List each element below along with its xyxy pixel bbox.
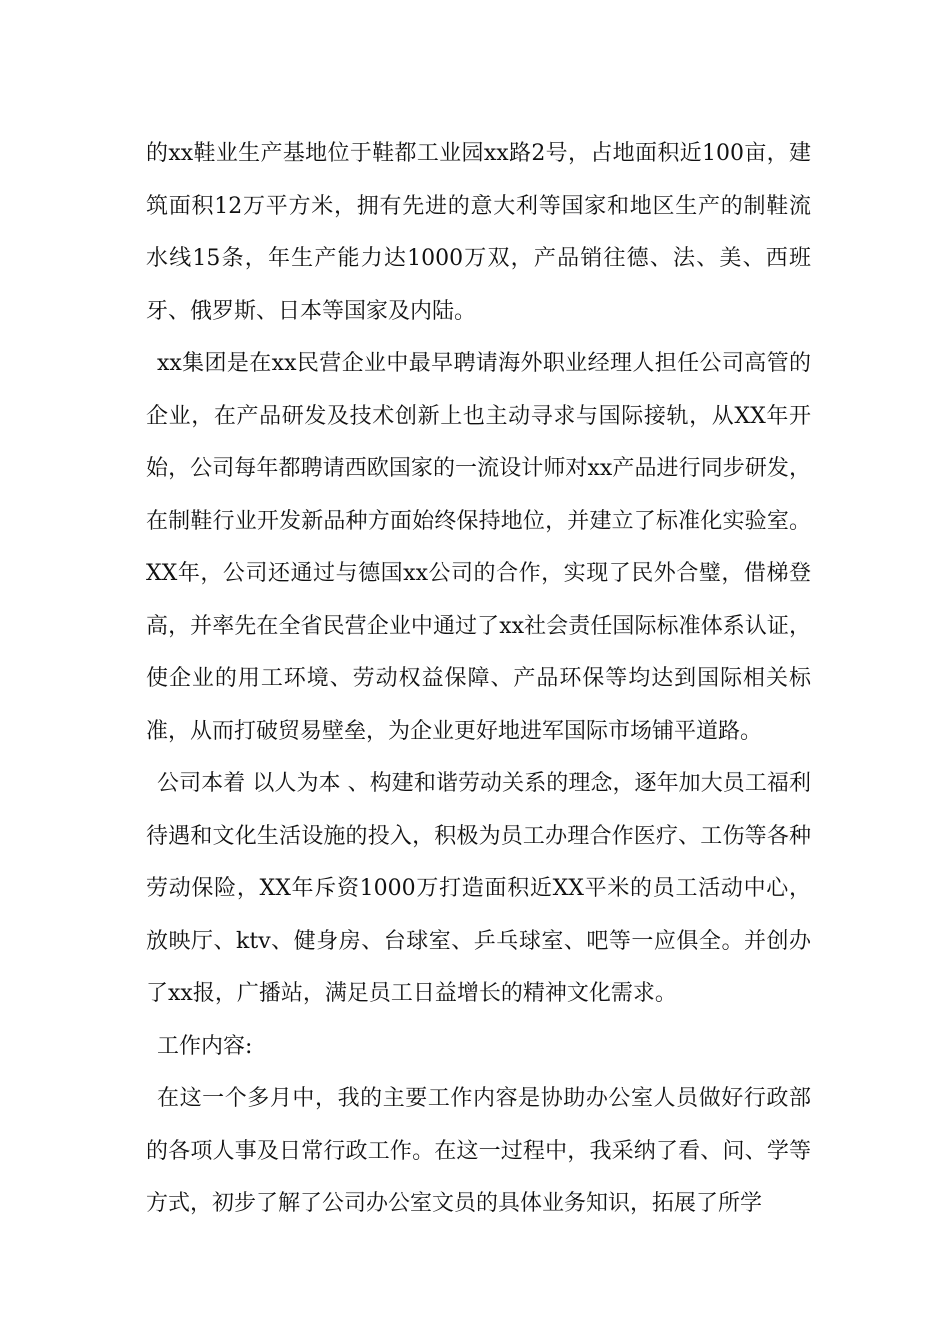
section-heading-work-content: 工作内容: xyxy=(157,1033,253,1059)
paragraph-group-innovation: xx集团是在xx民营企业中最早聘请海外职业经理人担任公司高管的企业，在产品研发及技术创新上也主动寻求与国际接轨，从XX年开始，公司每年都聘请西欧国家的一流设计师对xx产品进行同步研发，在制鞋行业开发新品种方面始终保持地位，并建立了标准化实验室。XX年，公司还通过与德国xx公司的合作，实现了民外合璧，借梯登高，并率先在全省民营企业中通过了xx社会责任国际标准体系认证，使企业的用工环境、劳动权益保障、产品环保等均达到国际相关标准，从而打破贸易壁垒，为企业更好地进军国际市场铺平道路。 xyxy=(146,351,811,744)
paragraph-work-content: 在这一个多月中，我的主要工作内容是协助办公室人员做好行政部的各项人事及日常行政工作。在这一过程中，我采纳了看、问、学等方式，初步了解了公司办公室文员的具体业务知识，拓展了所学 xyxy=(146,1086,811,1216)
paragraph-company-base: 的xx鞋业生产基地位于鞋都工业园xx路2号，占地面积近100亩，建筑面积12万平方米，拥有先进的意大利等国家和地区生产的制鞋流水线15条，年生产能力达1000万双，产品销往德、法、美、西班牙、俄罗斯、日本等国家及内陆。 xyxy=(146,141,811,324)
document-body xyxy=(146,128,811,1231)
paragraph-employee-welfare: 公司本着 以人为本 、构建和谐劳动关系的理念，逐年加大员工福利待遇和文化生活设施的投入，积极为员工办理合作医疗、工伤等各种劳动保险，XX年斥资1000万打造面积近XX平米的员工活动中心，放映厅、ktv、健身房、台球室、乒乓球室、吧等一应俱全。并创办了xx报，广播站，满足员工日益增长的精神文化需求。 xyxy=(146,771,811,1006)
